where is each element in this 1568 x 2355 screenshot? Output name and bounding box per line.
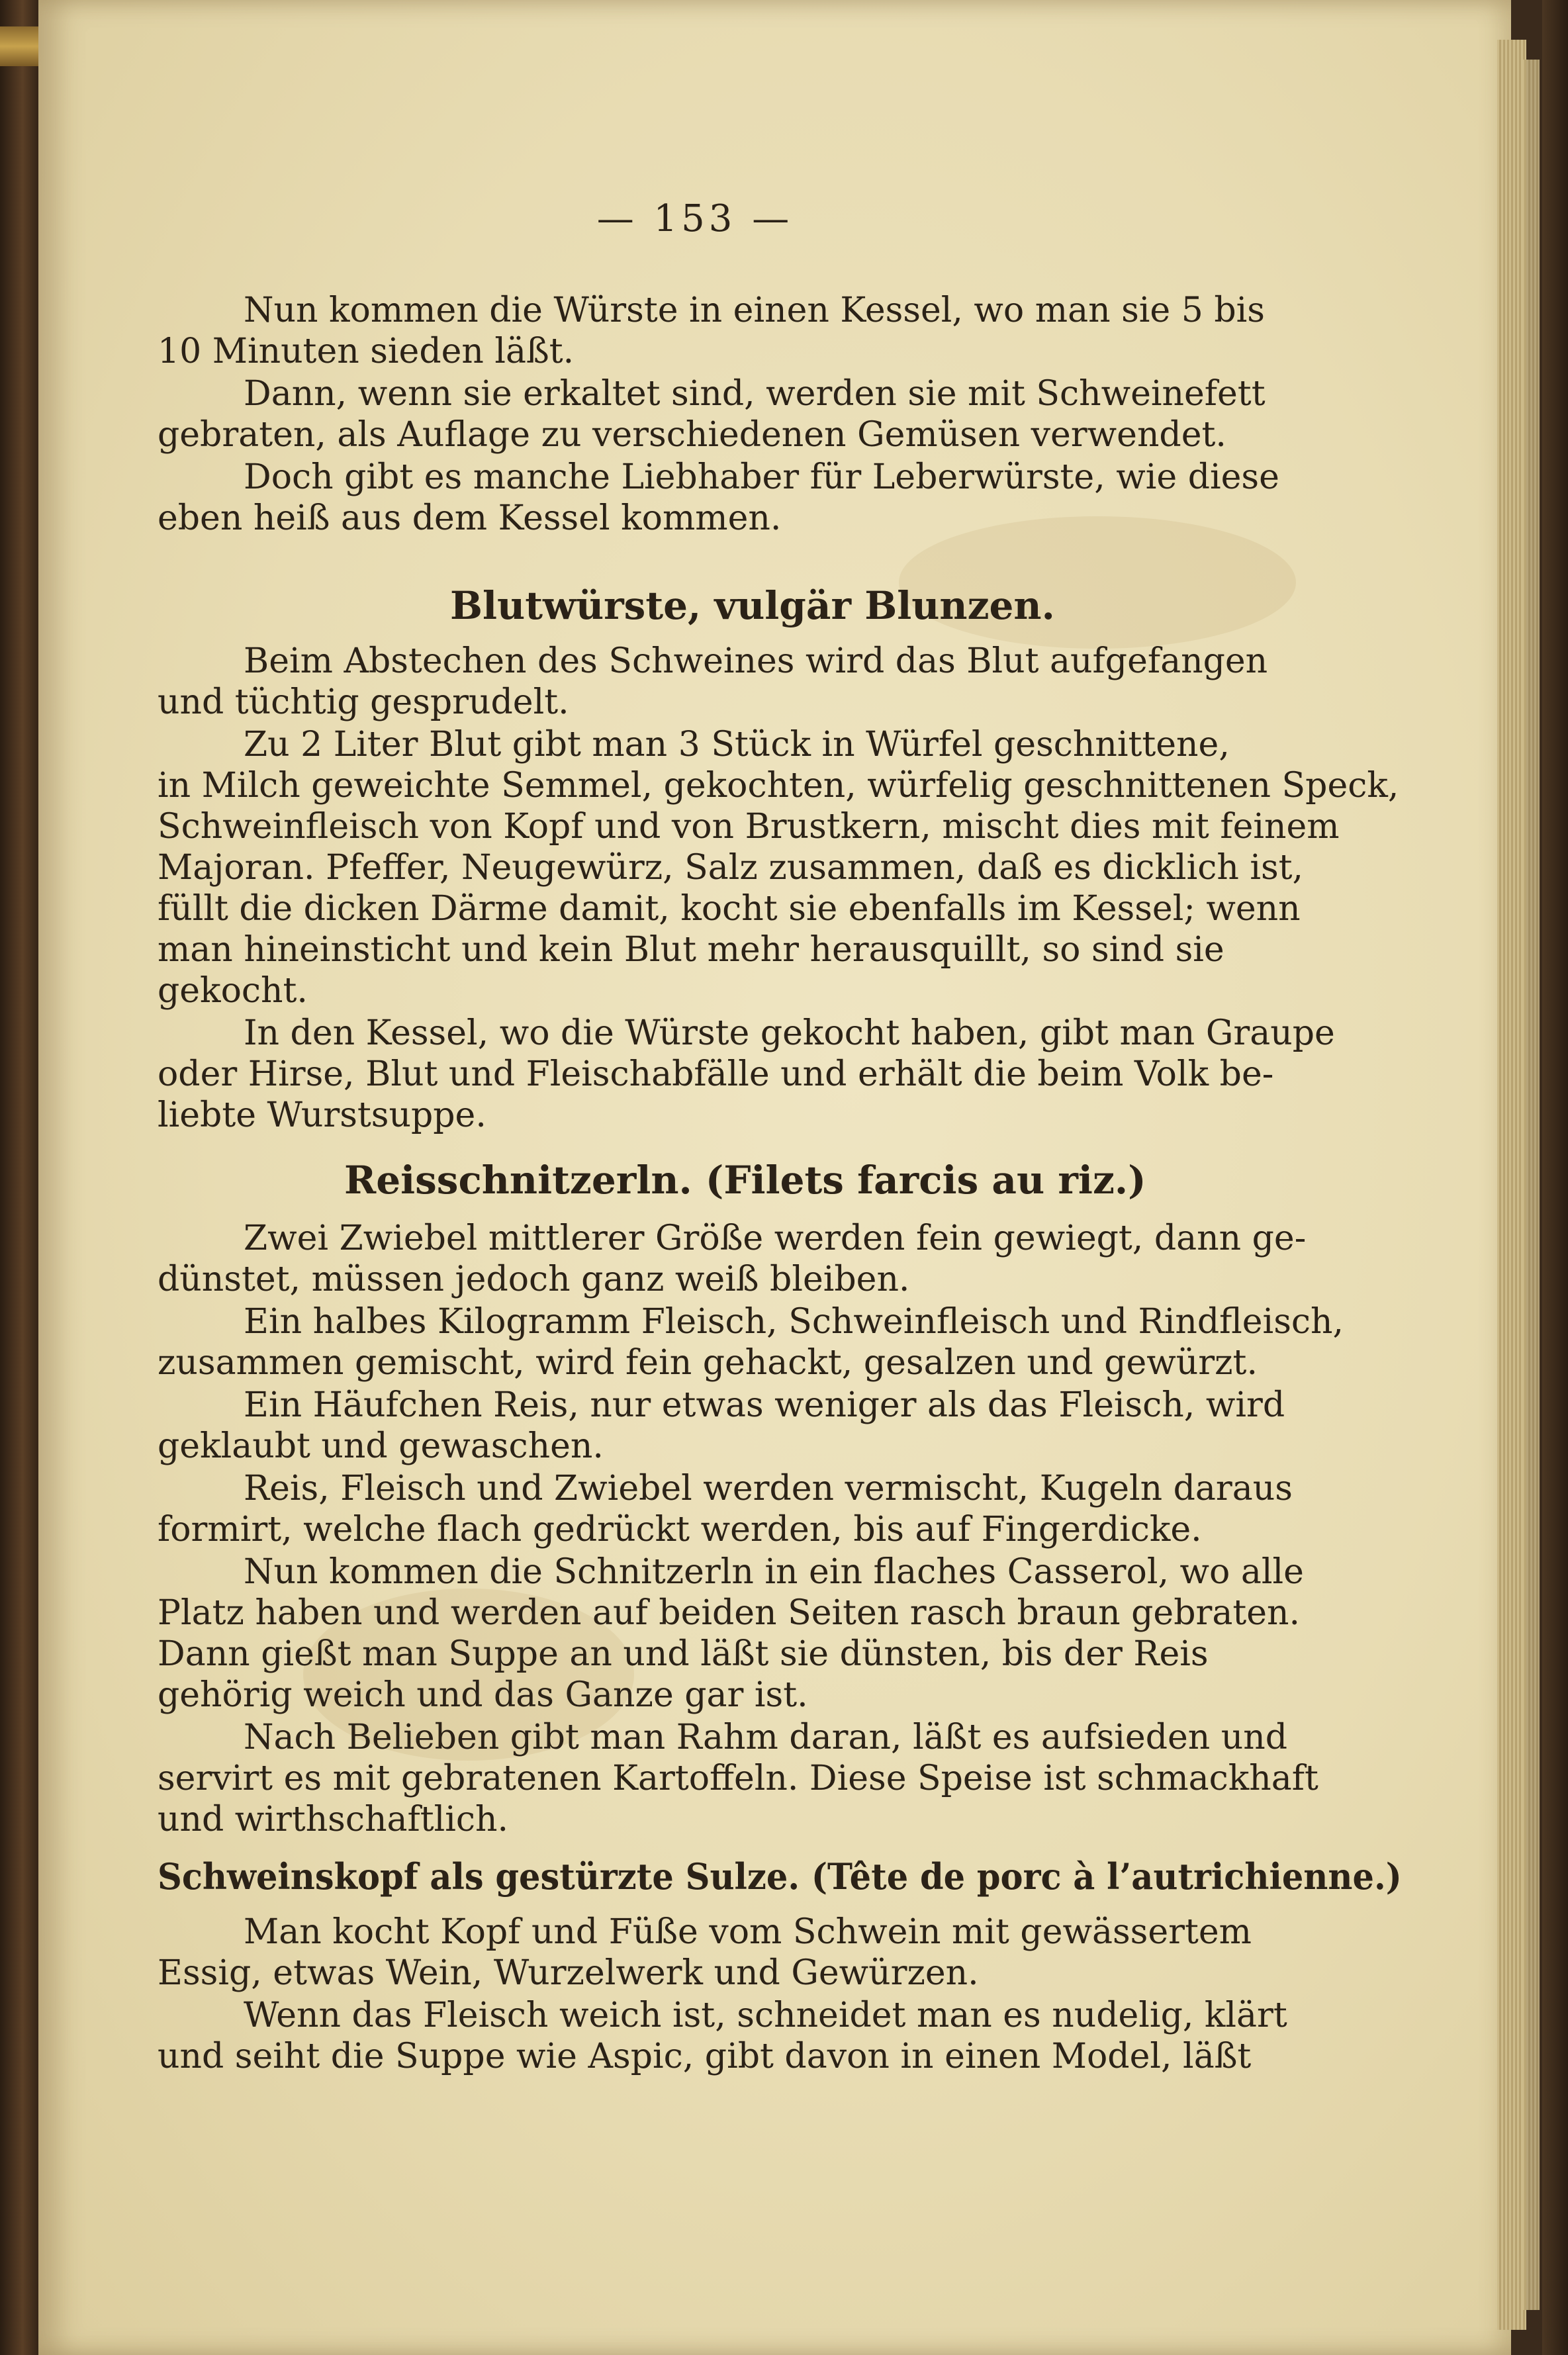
text-line: formirt, welche flach gedrückt werden, bis auf Fingerdicke. — [158, 1510, 1202, 1549]
text-line: liebte Wurstsuppe. — [158, 1095, 486, 1135]
text-line: Man kocht Kopf und Füße vom Schwein mit gewässertem — [244, 1912, 1252, 1952]
text-line: Majoran. Pfeffer, Neugewürz, Salz zusammen, daß es dicklich ist, — [158, 848, 1304, 888]
text-line: Nun kommen die Schnitzerln in ein flaches Casserol, wo alle — [244, 1552, 1304, 1592]
text-line: Dann gießt man Suppe an und läßt sie dünsten, bis der Reis — [158, 1634, 1209, 1674]
text-line: dünstet, müssen jedoch ganz weiß bleiben. — [158, 1260, 910, 1299]
text-line: füllt die dicken Därme damit, kocht sie ebenfalls im Kessel; wenn — [158, 889, 1301, 929]
text-line: Nach Belieben gibt man Rahm daran, läßt es aufsieden und — [244, 1718, 1288, 1757]
text-line: Wenn das Fleisch weich ist, schneidet man es nudelig, klärt — [244, 1996, 1287, 2035]
text-line: und seiht die Suppe wie Aspic, gibt davon in einen Model, läßt — [158, 2037, 1252, 2076]
text-line: Beim Abstechen des Schweines wird das Blut aufgefangen — [244, 641, 1268, 681]
text-line: Reis, Fleisch und Zwiebel werden vermischt, Kugeln daraus — [244, 1469, 1293, 1508]
text-line: servirt es mit gebratenen Kartoffeln. Diese Speise ist schmackhaft — [158, 1759, 1318, 1798]
text-line: 10 Minuten sieden läßt. — [158, 332, 575, 371]
text-line: eben heiß aus dem Kessel kommen. — [158, 498, 782, 538]
text-line: oder Hirse, Blut und Fleischabfälle und erhält die beim Volk be- — [158, 1054, 1274, 1094]
text-line: Essig, etwas Wein, Wurzelwerk und Gewürzen. — [158, 1953, 979, 1993]
text-line: In den Kessel, wo die Würste gekocht haben, gibt man Graupe — [244, 1013, 1335, 1053]
text-line: Doch gibt es manche Liebhaber für Leberwürste, wie diese — [244, 457, 1279, 497]
page-number: — 153 — — [596, 197, 794, 240]
text-line: Platz haben und werden auf beiden Seiten rasch braun gebraten. — [158, 1593, 1301, 1633]
text-line: gekocht. — [158, 971, 308, 1011]
text-line: Ein Häufchen Reis, nur etwas weniger als das Fleisch, wird — [244, 1385, 1285, 1425]
text-line: man hineinsticht und kein Blut mehr herausquillt, so sind sie — [158, 930, 1224, 970]
section-heading: Blutwürste, vulgär Blunzen. — [450, 583, 1055, 628]
text-line: gebraten, als Auflage zu verschiedenen Gemüsen verwendet. — [158, 415, 1226, 455]
text-line: gehörig weich und das Ganze gar ist. — [158, 1675, 808, 1715]
text-line: geklaubt und gewaschen. — [158, 1426, 604, 1466]
text-line: Ein halbes Kilogramm Fleisch, Schweinfleisch und Rindfleisch, — [244, 1302, 1344, 1342]
text-line: Schweinfleisch von Kopf und von Brustkern, mischt dies mit feinem — [158, 807, 1340, 847]
text-line: Zu 2 Liter Blut gibt man 3 Stück in Würfel geschnittene, — [244, 725, 1230, 764]
section-heading: Reisschnitzerln. (Filets farcis au riz.) — [344, 1158, 1146, 1203]
text-line: und tüchtig gesprudelt. — [158, 682, 569, 722]
section-heading: Schweinskopf als gestürzte Sulze. (Tête de porc à l’autrichienne.) — [158, 1855, 1402, 1898]
text-line: und wirthschaftlich. — [158, 1800, 509, 1839]
text-line: in Milch geweichte Semmel, gekochten, würfelig geschnittenen Speck, — [158, 766, 1399, 806]
text-line: Zwei Zwiebel mittlerer Größe werden fein gewiegt, dann ge- — [244, 1219, 1307, 1258]
text-line: Nun kommen die Würste in einen Kessel, wo man sie 5 bis — [244, 291, 1265, 330]
text-line: Dann, wenn sie erkaltet sind, werden sie mit Schweinefett — [244, 374, 1266, 414]
text-line: zusammen gemischt, wird fein gehackt, gesalzen und gewürzt. — [158, 1343, 1258, 1383]
